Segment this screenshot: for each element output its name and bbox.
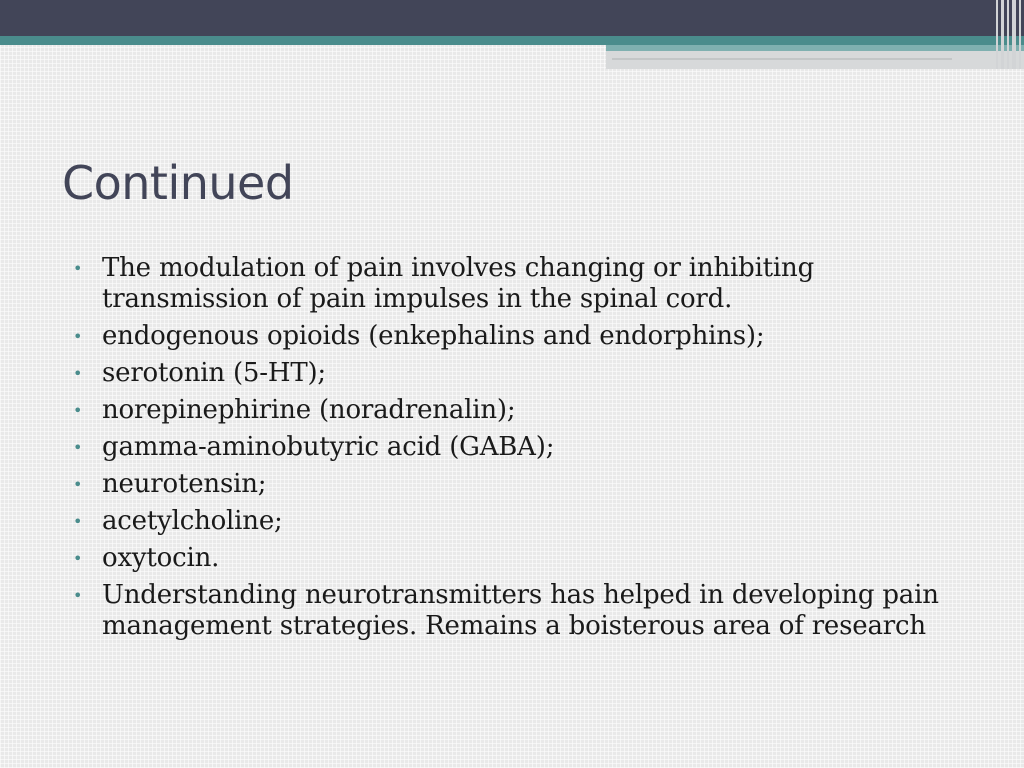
bullet-icon: •	[73, 401, 83, 420]
list-item	[62, 358, 962, 389]
bullet-text: oxytocin.	[102, 543, 220, 573]
accent-stripe	[0, 36, 1024, 45]
slide-title: Continued	[62, 156, 294, 210]
bullet-text: Understanding neurotransmitters has helped in developing pain management strategies. Remains a boisterous area of research	[102, 580, 939, 641]
bullet-text: acetylcholine;	[102, 506, 283, 536]
bullet-text: endogenous opioids (enkephalins and endorphins);	[102, 321, 765, 351]
list-item	[62, 543, 962, 574]
bullet-icon: •	[73, 259, 83, 278]
bullet-text: norepinephirine (noradrenalin);	[102, 395, 516, 425]
decorative-edge-lines	[994, 0, 1024, 69]
bullet-icon: •	[73, 586, 83, 605]
decorative-line	[612, 58, 952, 60]
list-item	[62, 432, 962, 463]
bullet-icon: •	[73, 475, 83, 494]
bullet-text: gamma-aminobutyric acid (GABA);	[102, 432, 555, 462]
bullet-icon: •	[73, 327, 83, 346]
bullet-icon: •	[73, 438, 83, 457]
list-item	[62, 395, 962, 426]
list-item	[62, 506, 962, 537]
bullet-text: The modulation of pain involves changing or inhibiting transmission of pain impulses in the spinal cord.	[102, 253, 815, 314]
bullet-icon: •	[73, 512, 83, 531]
bullet-text: serotonin (5-HT);	[102, 358, 326, 388]
list-item	[62, 469, 962, 500]
bullet-list	[62, 253, 962, 648]
decorative-bar	[606, 51, 1024, 69]
list-item	[62, 321, 962, 352]
bullet-icon: •	[73, 549, 83, 568]
bullet-icon: •	[73, 364, 83, 383]
header-band	[0, 0, 1024, 36]
list-item	[62, 253, 962, 315]
list-item	[62, 580, 962, 642]
bullet-text: neurotensin;	[102, 469, 267, 499]
